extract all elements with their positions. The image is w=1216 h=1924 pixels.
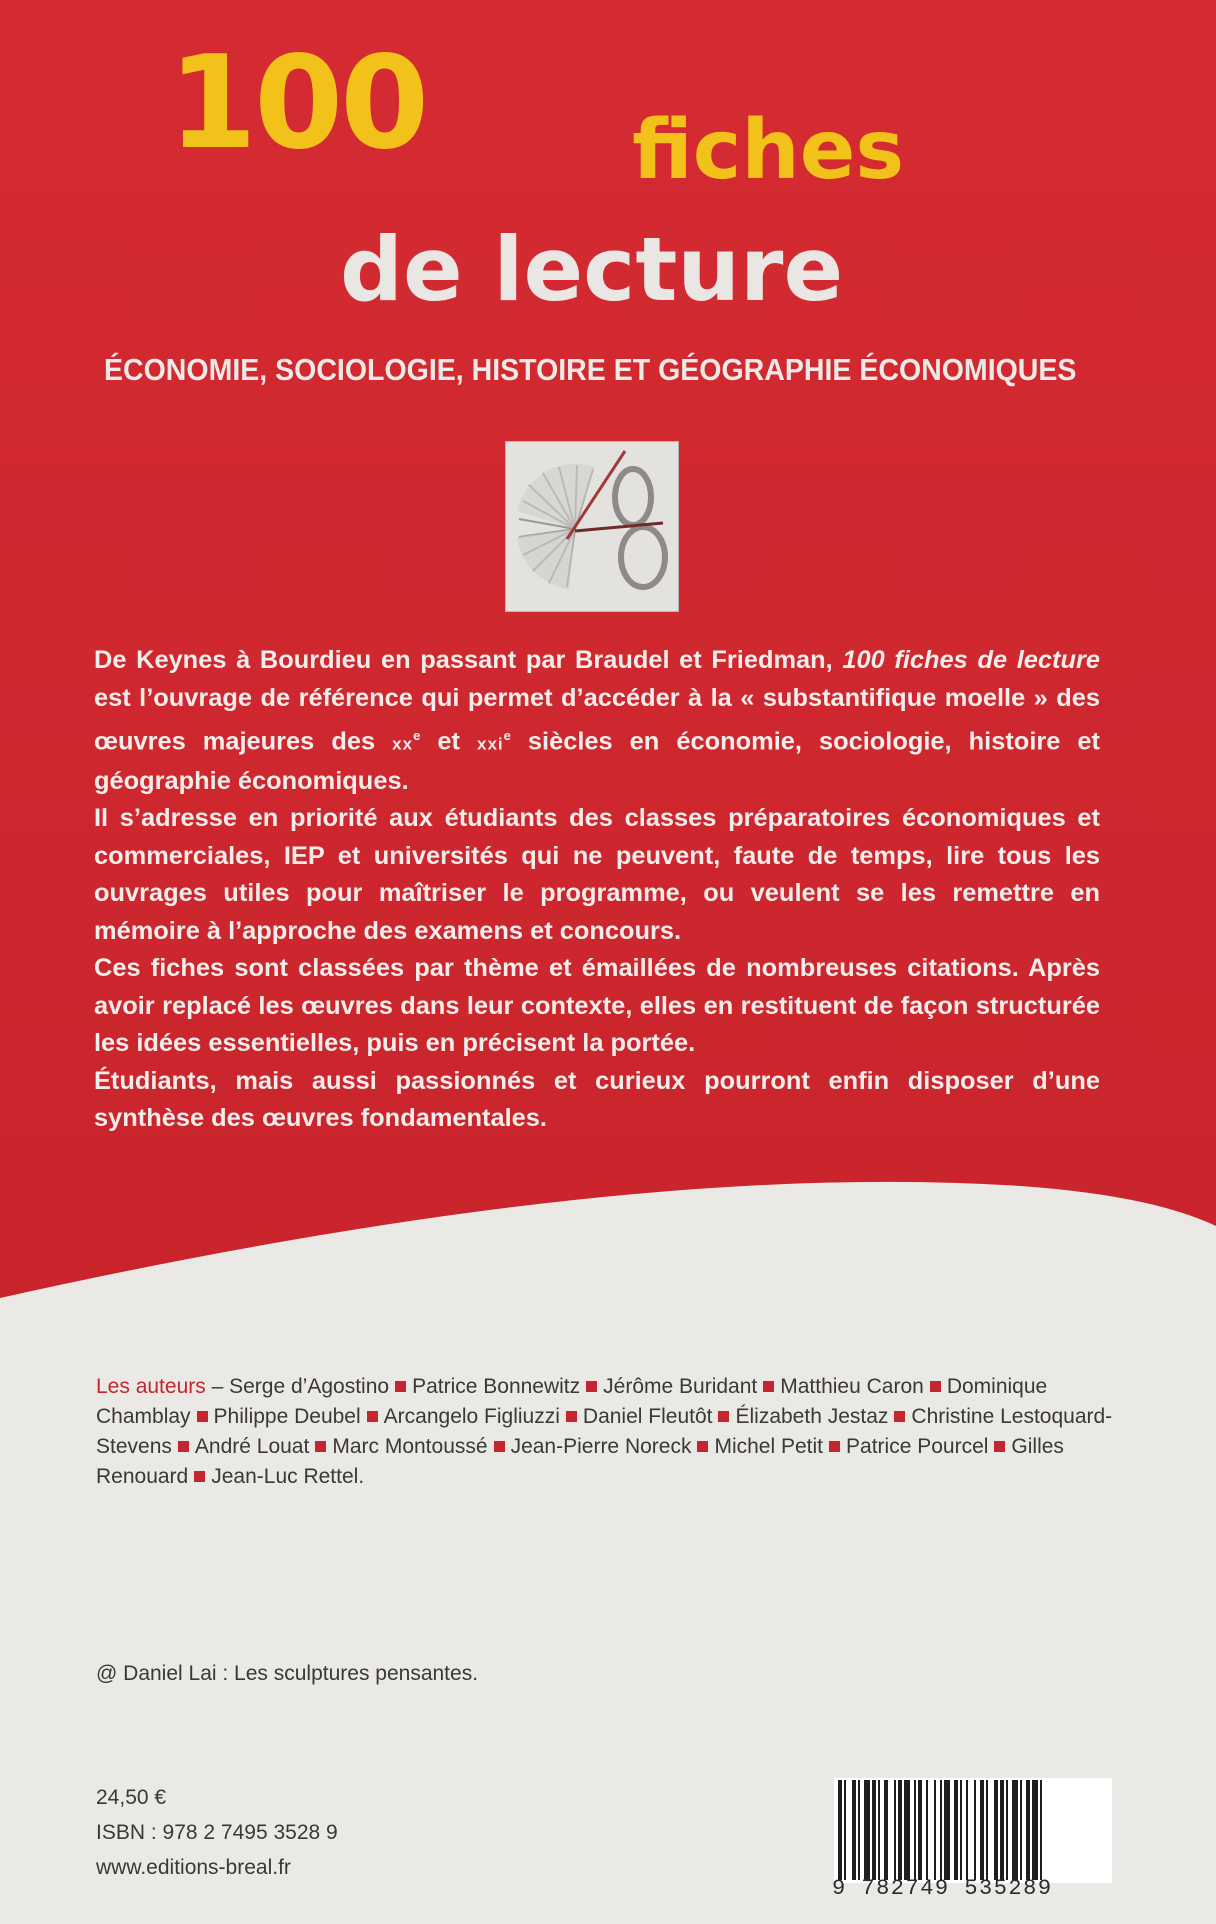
- isbn: ISBN : 978 2 7495 3528 9: [96, 1821, 338, 1844]
- author-name: Patrice Pourcel: [846, 1435, 989, 1458]
- square-bullet-icon: [194, 1471, 205, 1482]
- author-name: Arcangelo Figliuzzi: [383, 1405, 560, 1428]
- paragraph-1-text-2: est l’ouvrage de référence qui permet d’accéder à la « substantifique moelle » des œuvres majeures des: [94, 683, 1100, 756]
- barcode-bar: [1020, 1780, 1022, 1880]
- barcode-bar: [934, 1780, 936, 1880]
- barcode-bar: [1012, 1780, 1018, 1880]
- barcode-bar: [980, 1780, 984, 1880]
- sculpture-photo: [505, 441, 679, 612]
- barcode-bar: [944, 1780, 950, 1880]
- barcode-bar: [954, 1780, 958, 1880]
- square-bullet-icon: [894, 1411, 905, 1422]
- square-bullet-icon: [566, 1411, 577, 1422]
- barcode-icon: [834, 1778, 1112, 1883]
- title-mention: 100 fiches de lecture: [842, 646, 1100, 674]
- barcode-bar: [1026, 1780, 1030, 1880]
- square-bullet-icon: [718, 1411, 729, 1422]
- square-bullet-icon: [178, 1441, 189, 1452]
- title-line2: de lecture: [340, 218, 844, 321]
- publisher-info: [96, 1780, 338, 1885]
- square-bullet-icon: [367, 1411, 378, 1422]
- barcode-bar: [852, 1780, 856, 1880]
- barcode-bar: [898, 1780, 902, 1880]
- price: 24,50 €: [96, 1786, 167, 1809]
- barcode-bar: [894, 1780, 896, 1880]
- description: [94, 642, 1100, 1138]
- paragraph-1-text: De Keynes à Bourdieu en passant par Braudel et Friedman,: [94, 646, 843, 674]
- barcode-bar: [918, 1780, 922, 1880]
- square-bullet-icon: [697, 1441, 708, 1452]
- website-link[interactable]: www.editions-breal.fr: [96, 1856, 291, 1879]
- author-name: Michel Petit: [714, 1435, 824, 1458]
- barcode-bar: [838, 1780, 842, 1880]
- description-paragraph-1: [94, 642, 1100, 800]
- century-xx: xx: [392, 734, 414, 754]
- square-bullet-icon: [994, 1441, 1005, 1452]
- authors-dash: –: [205, 1375, 230, 1398]
- author-name: Élizabeth Jestaz: [735, 1405, 889, 1428]
- barcode-bar: [1006, 1780, 1008, 1880]
- author-name: Matthieu Caron: [780, 1375, 924, 1398]
- barcode-bar: [858, 1780, 860, 1880]
- barcode-bar: [940, 1780, 942, 1880]
- author-name: Gilles Renouard: [96, 1435, 1064, 1488]
- barcode-bar: [986, 1780, 988, 1880]
- square-bullet-icon: [197, 1411, 208, 1422]
- title-number: 100: [168, 29, 427, 178]
- author-name: Serge d’Agostino: [229, 1375, 390, 1398]
- subtitle: ÉCONOMIE, SOCIOLOGIE, HISTOIRE ET GÉOGRAPHIE ÉCONOMIQUES: [104, 352, 1077, 387]
- author-name: Christine Lestoquard-Stevens: [96, 1405, 1113, 1458]
- barcode-bar: [904, 1780, 910, 1880]
- square-bullet-icon: [763, 1381, 774, 1392]
- author-name: André Louat: [194, 1435, 310, 1458]
- paragraph-1-text-3: et: [420, 727, 477, 756]
- author-name: Marc Montoussé: [332, 1435, 488, 1458]
- century-xx-suffix: e: [413, 728, 421, 743]
- barcode-bar: [974, 1780, 976, 1880]
- barcode-bar: [994, 1780, 998, 1880]
- barcode-bar: [864, 1780, 870, 1880]
- description-paragraph-2: Il s’adresse en priorité aux étudiants des classes préparatoires économiques et commerciales, IEP et universités qui ne peuvent, faute de temps, lire tous les ouvrages utiles pour maîtriser le programme, ou veulent se les remettre en mémoire à l’approche des examens et concours.: [94, 804, 1100, 945]
- author-name: Jean-Pierre Noreck: [510, 1435, 692, 1458]
- century-xxi-suffix: e: [503, 728, 511, 743]
- square-bullet-icon: [829, 1441, 840, 1452]
- barcode-bar: [1040, 1780, 1042, 1880]
- title-word: fiches: [632, 103, 905, 198]
- description-paragraph-4: Étudiants, mais aussi passionnés et curieux pourront enfin disposer d’une synthèse des œuvres fondamentales.: [94, 1066, 1100, 1133]
- authors-list: [96, 1372, 1116, 1492]
- barcode-bar: [926, 1780, 928, 1880]
- barcode-bar: [966, 1780, 968, 1880]
- barcode-bar: [1000, 1780, 1004, 1880]
- square-bullet-icon: [315, 1441, 326, 1452]
- barcode-bar: [914, 1780, 916, 1880]
- barcode-bar: [878, 1780, 880, 1880]
- barcode-bar: [884, 1780, 888, 1880]
- author-name: Jean-Luc Rettel.: [211, 1465, 365, 1488]
- authors-label: Les auteurs: [96, 1375, 206, 1398]
- barcode-digits: 9 782749 535289: [832, 1876, 1053, 1901]
- author-name: Jérôme Buridant: [603, 1375, 758, 1398]
- square-bullet-icon: [586, 1381, 597, 1392]
- paragraph-1-text-4: siècles en économie, sociologie, histoire et géographie économiques.: [94, 727, 1101, 795]
- description-paragraph-3: Ces fiches sont classées par thème et émaillées de nombreuses citations. Après avoir replacé les œuvres dans leur contexte, elles en restituent de façon structurée les idées essentielles, puis en précisent la portée.: [94, 954, 1100, 1058]
- author-name: Patrice Bonnewitz: [412, 1375, 581, 1398]
- barcode-bar: [872, 1780, 876, 1880]
- square-bullet-icon: [395, 1381, 406, 1392]
- author-name: Dominique Chamblay: [96, 1375, 1048, 1428]
- barcode-bar: [960, 1780, 962, 1880]
- barcode-bar: [1032, 1780, 1038, 1880]
- barcode-bar: [844, 1780, 846, 1880]
- square-bullet-icon: [494, 1441, 505, 1452]
- century-xxi: xxi: [476, 734, 504, 754]
- square-bullet-icon: [930, 1381, 941, 1392]
- author-name: Philippe Deubel: [213, 1405, 361, 1428]
- author-name: Daniel Fleutôt: [582, 1405, 713, 1428]
- image-credit: @ Daniel Lai : Les sculptures pensantes.: [96, 1662, 479, 1685]
